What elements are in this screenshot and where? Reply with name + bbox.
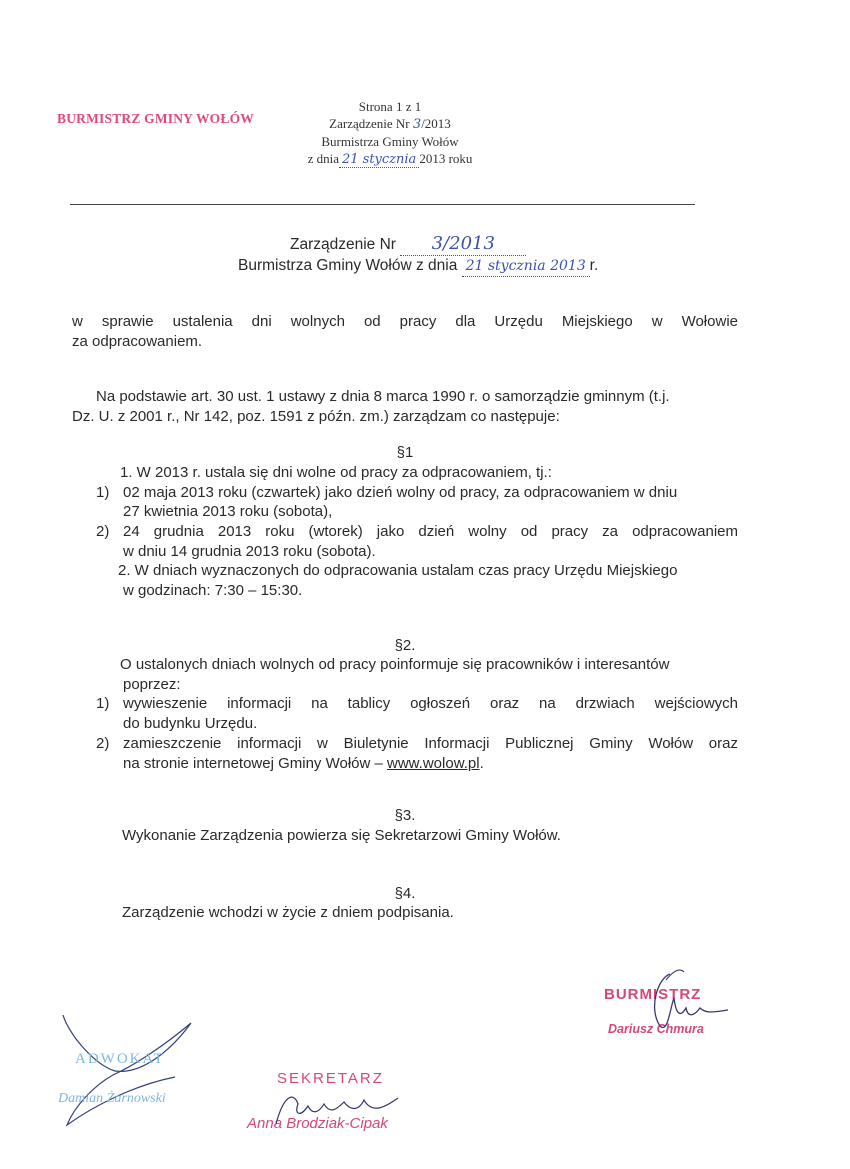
header-issuer: Burmistrza Gminy Wołów bbox=[321, 134, 459, 149]
adwokat-stamp bbox=[55, 1005, 225, 1130]
header-divider bbox=[70, 204, 695, 205]
list-item: 1) wywieszenie informacji na tablicy ogłoszeń oraz na drzwiach wejściowych do budynku Urzędu. bbox=[96, 695, 738, 732]
burmistrz-stamp bbox=[598, 968, 758, 1048]
section-4-text: Zarządzenie wchodzi w życie z dniem podpisania. bbox=[122, 904, 454, 921]
title-block bbox=[200, 234, 660, 277]
section-2-heading: §2. bbox=[394, 637, 416, 654]
legal-basis: Na podstawie art. 30 ust. 1 ustawy z dnia 8 marca 1990 r. o samorządzie gminnym (t.j. Dz. U. z 2001 r., Nr 142, poz. 1591 z późn. zm.) zarządzam co następuje: bbox=[72, 388, 670, 425]
list-item: 2) zamieszczenie informacji w Biuletynie Informacji Publicznej Gminy Wołów oraz na stronie internetowej Gminy Wołów – www.wolow.pl. bbox=[96, 734, 738, 772]
header-block bbox=[290, 98, 490, 168]
header-ordinance-line: Zarządzenie Nr 3/2013 bbox=[329, 116, 451, 132]
list-item: 2) 24 grudnia 2013 roku (wtorek) jako dzień wolny od pracy za odpracowaniem w dniu 14 grudnia 2013 roku (sobota). bbox=[96, 522, 738, 560]
adwokat-stamp-title: ADWOKAT bbox=[75, 1051, 165, 1067]
sekretarz-stamp-title: SEKRETARZ bbox=[277, 1070, 384, 1087]
title-line-2: Burmistrza Gminy Wołów z dnia 21 stycznia 2013 r. bbox=[200, 256, 660, 278]
burmistrz-signature bbox=[618, 968, 738, 1043]
handwritten-number: 3 bbox=[412, 117, 422, 132]
burmistrz-stamp-name: Dariusz Chmura bbox=[608, 1022, 704, 1036]
sekretarz-stamp-name: Anna Brodziak-Cipak bbox=[247, 1115, 388, 1132]
adwokat-stamp-name: Damian Żarnowski bbox=[58, 1091, 166, 1106]
header-stamp: BURMISTRZ GMINY WOŁÓW bbox=[57, 111, 254, 126]
sekretarz-signature bbox=[264, 1084, 414, 1134]
section-3-text: Wykonanie Zarządzenia powierza się Sekretarzowi Gminy Wołów. bbox=[122, 827, 561, 844]
burmistrz-stamp-title: BURMISTRZ bbox=[604, 986, 702, 1003]
title-line-1: Zarządzenie Nr 3/2013 bbox=[200, 234, 660, 256]
section-2: O ustalonych dniach wolnych od pracy poinformuje się pracowników i interesantów poprzez: 1) wywieszenie informacji na tablicy ogłoszeń oraz na drzwiach wejściowych do budynku Urzędu. 2) zamieszczenie informacji w Biuletynie Informacji Publicznej Gminy Wołów oraz na stronie internetowej Gminy Wołów – www.wolow.pl. bbox=[96, 656, 738, 772]
handwritten-date: 21 stycznia bbox=[339, 152, 419, 168]
page-indicator: Strona 1 z 1 bbox=[358, 99, 422, 114]
sekretarz-stamp bbox=[244, 1064, 434, 1144]
section-1-heading: §1 bbox=[396, 444, 414, 461]
handwritten-title-date: 21 stycznia 2013 bbox=[465, 257, 586, 274]
header-date-line: z dnia 21 stycznia 2013 roku bbox=[307, 151, 473, 167]
list-item: 1) 02 maja 2013 roku (czwartek) jako dzień wolny od pracy, za odpracowaniem w dniu 27 kwietnia 2013 roku (sobota), bbox=[96, 483, 678, 520]
subject: w sprawie ustalenia dni wolnych od pracy dla Urzędu Miejskiego w Wołowie za odpracowaniem. bbox=[72, 313, 738, 350]
section-3-heading: §3. bbox=[394, 807, 416, 824]
section-4-heading: §4. bbox=[394, 885, 416, 902]
section-1: 1. W 2013 r. ustala się dni wolne od pracy za odpracowaniem, tj.: 1) 02 maja 2013 roku (czwartek) jako dzień wolny od pracy, za odpracowaniem w dniu 27 kwietnia 2013 roku (sobota), 2) 24 grudnia 2013 roku (wtorek) jako dzień wolny od pracy za odpracowaniem w dniu 14 grudnia 2013 roku (sobota). 2. W dniach wyznaczonych do odpracowania ustalam czas pracy Urzędu Miejskiego w godzinach: 7:30 – 15:30. bbox=[96, 464, 738, 599]
website-link[interactable]: www.wolow.pl bbox=[387, 754, 480, 772]
handwritten-title-number: 3/2013 bbox=[431, 233, 495, 254]
